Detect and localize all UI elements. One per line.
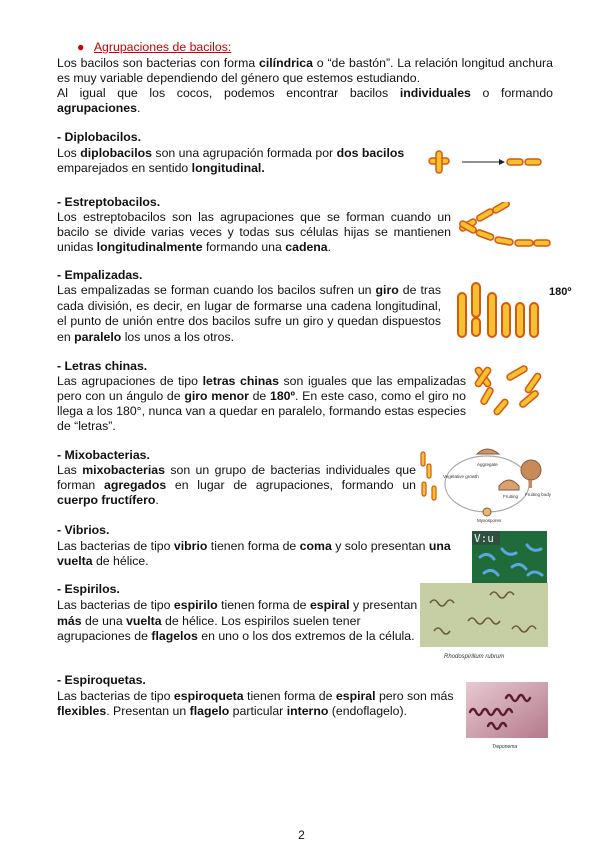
page-number: 2 bbox=[298, 828, 305, 842]
spirochete-micrograph bbox=[466, 682, 548, 738]
espirilos-title: - Espirilos. bbox=[57, 582, 120, 596]
intro-paragraph-1: Los bacilos son bacterias con forma cilíndrica o “de bastón”. La relación longitud anchura es muy variable dependiendo del género que estemos estudiando. bbox=[57, 56, 553, 85]
streptobacillus-figure bbox=[457, 202, 552, 250]
svg-text:Aggregate: Aggregate bbox=[477, 462, 498, 467]
svg-text:Myxospores: Myxospores bbox=[477, 518, 502, 523]
svg-text:Fruiting: Fruiting bbox=[503, 494, 519, 499]
estreptobacilos-text: Los estreptobacilos son las agrupaciones que se forman cuando un bacilo se divide varias veces y todas sus células hijas se mantienen unidas longitudinalmente formando una cadena. bbox=[57, 210, 451, 254]
spirillum-micrograph bbox=[420, 583, 548, 647]
mixobacterias-text: Las mixobacterias son un grupo de bacterias individuales que forman agregados en lugar de agrupaciones, formando un cuerpo fructífero. bbox=[57, 463, 416, 507]
svg-text:Vegetative growth: Vegetative growth bbox=[443, 474, 479, 479]
vibrios-title: - Vibrios. bbox=[57, 523, 110, 537]
empalizadas-text: Las empalizadas se forman cuando los bacilos sufren un giro de tras cada división, es decir, en lugar de formarse una cadena longitudinal, el punto de unión entre dos bacilos sufre un giro y quedan dispuestos en paralelo los unos a los otros. bbox=[57, 283, 441, 344]
intro-paragraph-2: Al igual que los cocos, podemos encontrar bacilos individuales o formando agrupaciones. bbox=[57, 86, 554, 115]
heading-title: Agrupaciones de bacilos: bbox=[93, 40, 232, 54]
empalizadas-title: - Empalizadas. bbox=[57, 268, 143, 282]
spirillum-caption: Rhodospirillum rubrum bbox=[444, 654, 505, 660]
vibrios-text: Las bacterias de tipo vibrio tienen forma de coma y solo presentan una vuelta de hélice. bbox=[57, 539, 451, 568]
bullet-icon: ● bbox=[77, 40, 85, 54]
palisade-figure bbox=[455, 280, 545, 340]
svg-text:Fruiting body: Fruiting body bbox=[525, 492, 551, 497]
section-heading bbox=[77, 40, 231, 55]
angle-label: 180º bbox=[549, 286, 572, 298]
espiroquetas-text: Las bacterias de tipo espiroqueta tienen forma de espiral pero son más flexibles. Presentan un flagelo particular interno (endoflagelo). bbox=[57, 689, 454, 718]
chinese-letters-figure bbox=[470, 360, 552, 420]
diplobacilos-title: - Diplobacilos. bbox=[57, 130, 142, 144]
estreptobacilos-title: - Estreptobacilos. bbox=[57, 195, 161, 209]
myxobacteria-cycle-figure bbox=[419, 442, 551, 524]
letras-chinas-title: - Letras chinas. bbox=[57, 359, 148, 373]
diplobacillus-figure bbox=[425, 148, 550, 178]
spirochete-caption: Treponema bbox=[492, 744, 518, 750]
espirilos-text: Las bacterias de tipo espirilo tienen forma de espiral y presentan más de una vuelta de hélice. Los espirilos suelen tener agrupaciones de flagelos en uno o los dos extremos de la célula. bbox=[57, 598, 418, 643]
diplobacilos-text: Los diplobacilos son una agrupación formada por dos bacilos emparejados en sentido longitudinal. bbox=[57, 146, 405, 175]
vibrio-micrograph bbox=[472, 531, 547, 583]
espiroquetas-title: - Espiroquetas. bbox=[57, 673, 146, 687]
mixobacterias-title: - Mixobacterias. bbox=[57, 448, 150, 462]
svg-text:V:u: V:u bbox=[474, 532, 494, 545]
letras-chinas-text: Las agrupaciones de tipo letras chinas son iguales que las empalizadas pero con un ángulo de giro menor de 180º. En este caso, como el giro no llega a los 180°, nunca van a quedar en paralelo, formando estas especies de “letras”. bbox=[57, 374, 466, 433]
